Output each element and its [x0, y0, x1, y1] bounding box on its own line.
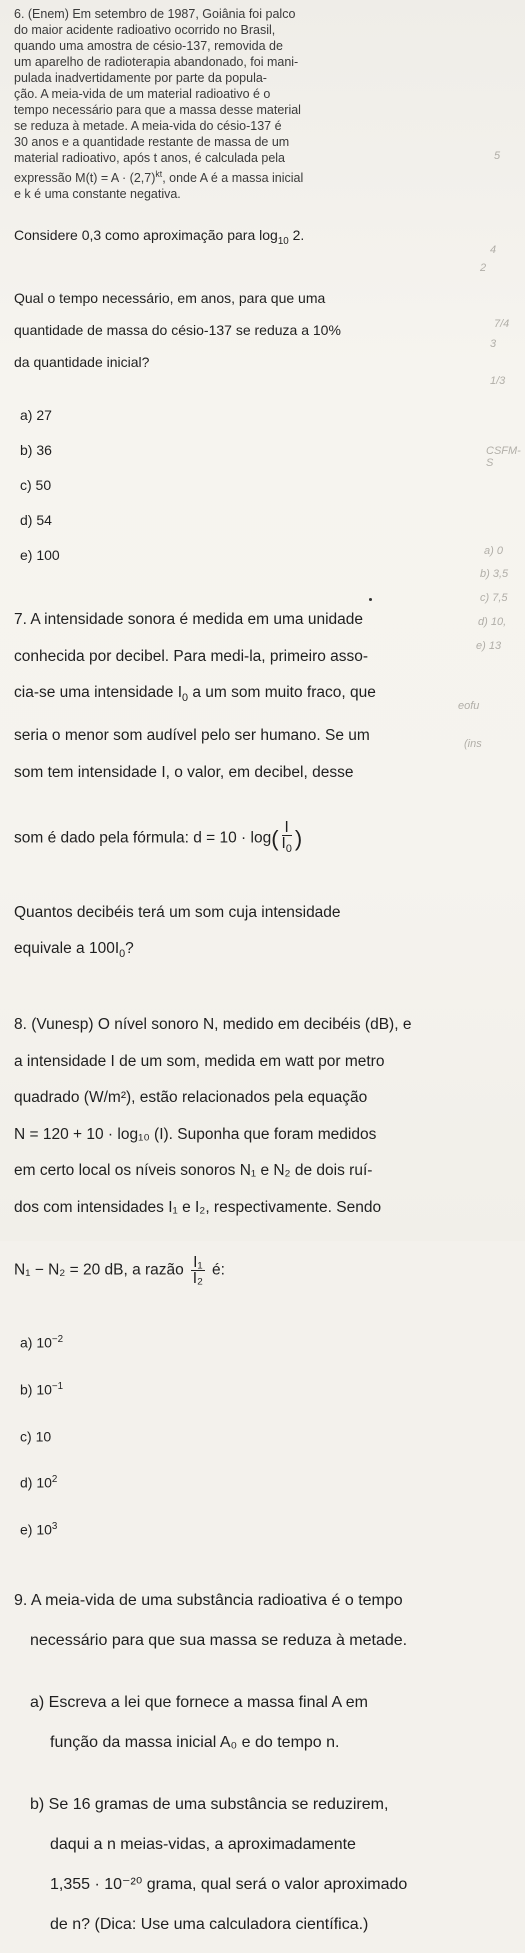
question-7: 7. A intensidade sonora é medida em uma unidade conhecida por decibel. Para medi-la, primeiro asso- cia-se uma intensidade $I_0$ a um som muito fraco, que seria o menor som audível pelo ser humano. Se um som tem intensidade I, o valor, em decibel, desse som é dado pela fórmula: d = 10 · log( $\frac{I}{I_0}$ ) Quantos decibéis terá um som cuja intensidade equivale a $100I_0$? [14, 609, 484, 965]
ink-dot [369, 598, 372, 601]
q8-ratio-line: N₁ − N₂ = 20 dB, a razão $\frac{\text{I₁}}{\text{I₂}}$ é: [14, 1253, 225, 1287]
margin-note: 2 [480, 262, 487, 274]
q6-line: se reduza à metade. A meia-vida do césio-137 é [14, 119, 282, 133]
margin-note: 1/3 [490, 375, 506, 387]
q8-option-c[interactable]: c) 10 [20, 1428, 52, 1445]
margin-note: (ins [464, 738, 482, 750]
q6-options [14, 405, 484, 566]
q8-option-a[interactable]: a) $10^{-2}$ [20, 1334, 64, 1351]
q8-options [14, 1325, 484, 1544]
q8-option-b[interactable]: b) $10^{-1}$ [20, 1380, 64, 1398]
margin-bleed-notes [450, 0, 525, 1241]
q6-line: tempo necessário para que a massa desse material [14, 103, 301, 117]
margin-note: CSFM-S [486, 445, 521, 469]
q6-consider: Considere 0,3 como aproximação para $\log_{10} 2$. [14, 227, 305, 247]
q7-formula: d = 10 · log [193, 829, 272, 847]
q8-option-d[interactable]: d) $10^2$ [20, 1474, 58, 1491]
q6-formula: M(t) = A · (2,7) [75, 171, 156, 186]
q7-fraction: $\frac{I}{I_0}$ [281, 818, 292, 855]
q6-option-e[interactable]: e) 100 [20, 546, 60, 563]
margin-note: c) 7,5 [480, 592, 508, 604]
question-9: 9. A meia-vida de uma substância radioativa é o tempo necessário para que sua massa se reduza à metade. a) Escreva a lei que fornece a massa final A em função da massa inicial A₀ e do tempo n. b) Se 16 gramas de uma substância se reduzirem, daqui a n meias-vidas, a aproximadamente 1,355 · 10⁻²⁰ grama, qual será o valor aproximado de n? (Dica: Use uma calculadora científica.) [14, 1589, 484, 1937]
q7-formula-line: som é dado pela fórmula: d = 10 · log( $\frac{I}{I_0}$ ) [14, 818, 303, 855]
q9-part-a: a) Escreva a lei que fornece a massa final A em função da massa inicial A₀ e do tempo n. [30, 1693, 368, 1751]
q6-line: um aparelho de radioterapia abandonado, foi mani- [14, 55, 299, 69]
q6-line: material radioativo, após t anos, é calculada pela [14, 151, 285, 165]
question-6 [14, 6, 484, 202]
q6-question: Qual o tempo necessário, em anos, para que uma quantidade de massa do césio-137 se reduza a 10% da quantidade inicial? [14, 289, 341, 370]
margin-note: a) 0 [484, 545, 503, 557]
q8-option-e[interactable]: e) $10^3$ [20, 1520, 58, 1538]
q6-line: e k é uma constante negativa. [14, 187, 181, 202]
margin-note: e) 13 [476, 640, 502, 652]
q6-line: ção. A meia-vida de um material radioativo é o [14, 87, 271, 101]
q6-line: 30 anos e a quantidade restante de massa de um [14, 135, 290, 149]
q6-line: do maior acidente radioativo ocorrido no Brasil, [14, 23, 276, 37]
q6-option-a[interactable]: a) 27 [20, 406, 52, 423]
q6-option-d[interactable]: d) 54 [20, 511, 52, 528]
q6-option-c[interactable]: c) 50 [20, 476, 52, 493]
q8-ratio-fraction: $\frac{\text{I₁}}{\text{I₂}}$ [192, 1253, 204, 1287]
margin-note: b) 3,5 [480, 568, 509, 580]
q6-option-b[interactable]: b) 36 [20, 441, 52, 458]
margin-note: d) 10, [478, 616, 507, 628]
q6-line: quando uma amostra de césio-137, removida de [14, 39, 283, 53]
q6-formula-line: expressão $M(t) = A \cdot (2,7)^{kt}$, onde A é a massa inicial [14, 169, 304, 186]
q6-line: pulada inadvertidamente por parte da popula- [14, 71, 267, 85]
question-8: 8. (Vunesp) O nível sonoro N, medido em decibéis (dB), e a intensidade I de um som, medida em watt por metro quadrado (W/m²), estão relacionados pela equação N = 120 + 10 · log₁₀ (I). Suponha que foram medidos em certo local os níveis sonoros N₁ e N₂ de dois ruí- dos com intensidades I₁ e I₂, respectivamente. Sendo N₁ − N₂ = 20 dB, a razão $\frac{\text{I₁}}{\text{I₂}}$ é: [14, 1014, 484, 1286]
exercise-column [14, 6, 487, 1953]
margin-note: 4 [490, 244, 497, 256]
q9-part-b: b) Se 16 gramas de uma substância se reduzirem, daqui a n meias-vidas, a aproximadamente 1,355 · 10⁻²⁰ grama, qual será o valor aproximado de n? (Dica: Use uma calculadora científica.) [30, 1795, 408, 1933]
margin-note: 5 [494, 150, 501, 162]
margin-note: 3 [490, 338, 497, 350]
margin-note: 7/4 [494, 318, 510, 330]
margin-note: eofu [458, 700, 480, 712]
q6-line: 6. (Enem) Em setembro de 1987, Goiânia foi palco [14, 7, 296, 21]
